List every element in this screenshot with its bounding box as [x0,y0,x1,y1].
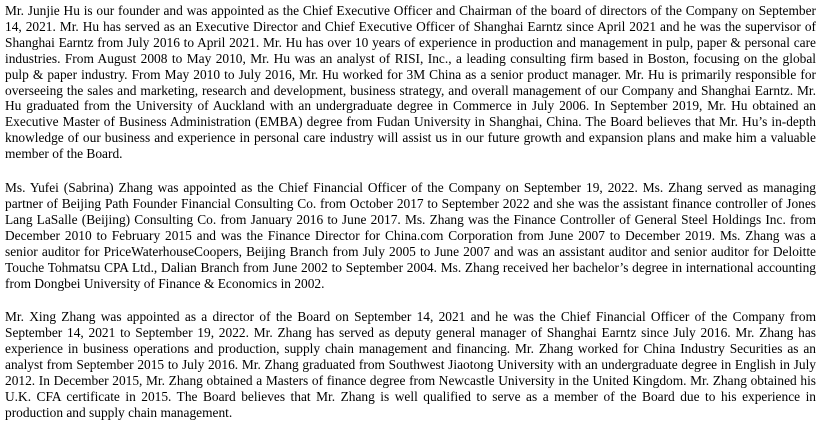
bio-paragraph-yufei-zhang: Ms. Yufei (Sabrina) Zhang was appointed as the Chief Financial Officer of the Company on September 19, 2022. Ms. Zhang served as managing partner of Beijing Path Founder Financial Consulting Co. from October 2017 to September 2022 and she was the assistant finance controller of Jones Lang LaSalle (Beijing) Consulting Co. from January 2016 to June 2017. Ms. Zhang was the Finance Controller of General Steel Holdings Inc. from December 2010 to February 2015 and was the Finance Director for China.com Corporation from June 2007 to December 2019. Ms. Zhang was a senior auditor for PriceWaterhouseCoopers, Beijing Branch from July 2005 to June 2007 and was an assistant auditor and senior auditor for Deloitte Touche Tohmatsu CPA Ltd., Dalian Branch from June 2002 to September 2004. Ms. Zhang received her bachelor’s degree in international accounting from Dongbei University of Finance & Economics in 2002. [5,180,816,291]
bio-paragraph-xing-zhang: Mr. Xing Zhang was appointed as a director of the Board on September 14, 2021 and he was the Chief Financial Officer of the Company from September 14, 2021 to September 19, 2022. Mr. Zhang has served as deputy general manager of Shanghai Earntz since July 2016. Mr. Zhang has experience in business operations and production, supply chain management and financing. Mr. Zhang worked for China Industry Securities as an analyst from September 2015 to July 2016. Mr. Zhang graduated from Southwest Jiaotong University with an undergraduate degree in English in July 2012. In December 2015, Mr. Zhang obtained a Masters of finance degree from Newcastle University in the United Kingdom. Mr. Zhang obtained his U.K. CFA certificate in 2015. The Board believes that Mr. Zhang is well qualified to serve as a member of the Board due to his experience in production and supply chain management. [5,309,816,420]
document-body [5,3,816,421]
bio-paragraph-junjie-hu: Mr. Junjie Hu is our founder and was appointed as the Chief Executive Officer and Chairman of the board of directors of the Company on September 14, 2021. Mr. Hu has served as an Executive Director and Chief Executive Officer of Shanghai Earntz since April 2021 and he was the supervisor of Shanghai Earntz from July 2016 to April 2021. Mr. Hu has over 10 years of experience in production and management in pulp, paper & personal care industries. From August 2008 to May 2010, Mr. Hu was an analyst of RISI, Inc., a leading consulting firm based in Boston, focusing on the global pulp & paper industry. From May 2010 to July 2016, Mr. Hu worked for 3M China as a senior product manager. Mr. Hu is primarily responsible for overseeing the sales and marketing, research and development, business strategy, and overall management of our Company and Shanghai Earntz. Mr. Hu graduated from the University of Auckland with an undergraduate degree in Commerce in July 2006. In September 2019, Mr. Hu obtained an Executive Master of Business Administration (EMBA) degree from Fudan University in Shanghai, China. The Board believes that Mr. Hu’s in-depth knowledge of our business and experience in personal care industry will assist us in our future growth and expansion plans and make him a valuable member of the Board. [5,3,816,162]
